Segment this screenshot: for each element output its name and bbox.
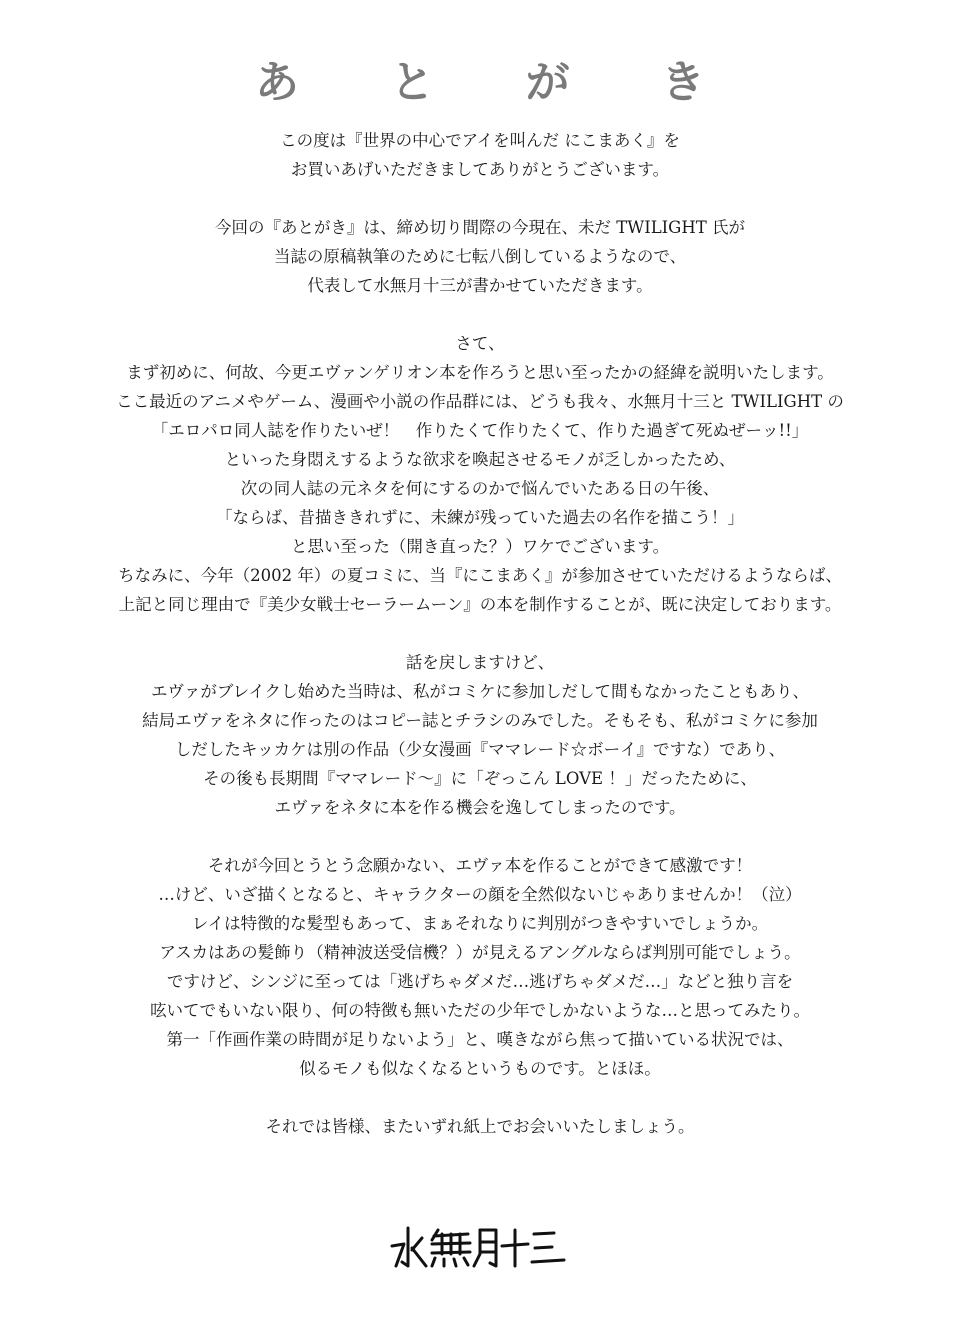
text-line: 上記と同じ理由で『美少女戦士セーラームーン』の本を制作することが、既に決定しております。 (118, 595, 842, 614)
paragraph-greeting (0, 126, 960, 184)
text-line: 「エロパロ同人誌を作りたいぜ！ 作りたくて作りたくて、作りた過ぎて死ぬぜーッ!!」 (151, 421, 809, 440)
afterword-body (0, 126, 960, 1170)
text-line: エヴァがブレイクし始めた当時は、私がコミケに参加しだして間もなかったこともあり、 (150, 682, 810, 701)
text-line: と思い至った（開き直った？）ワケでございます。 (290, 537, 670, 556)
text-line: ちなみに、今年（2002 年）の夏コミに、当『にこまあく』が参加させていただけるようならば、 (118, 566, 842, 585)
text-line: 第一「作画作業の時間が足りないよう」と、嘆きながら焦って描いている状況では、 (166, 1030, 794, 1049)
text-line: まず初めに、何故、今更エヴァンゲリオン本を作ろうと思い至ったかの経緯を説明いたします。 (126, 363, 834, 382)
text-line: 今回の『あとがき』は、締め切り間際の今現在、未だ TWILIGHT 氏が (214, 218, 746, 237)
text-line: 代表して水無月十三が書かせていただきます。 (307, 276, 653, 295)
text-line: エヴァをネタに本を作る機会を逸してしまったのです。 (274, 798, 686, 817)
text-line: 次の同人誌の元ネタを何にするのかで悩んでいたある日の午後、 (240, 479, 720, 498)
text-line: 当誌の原稿執筆のために七転八倒しているようなので、 (273, 247, 687, 266)
text-line: 話を戻しますけど、 (405, 653, 555, 672)
text-line: 「ならば、昔描ききれずに、未練が残っていた過去の名作を描こう！」 (216, 508, 744, 527)
text-line: といった身悶えするような欲求を喚起させるモノが乏しかったため、 (224, 450, 736, 469)
text-line: しだしたキッカケは別の作品（少女漫画『ママレード☆ボーイ』ですな）であり、 (174, 740, 786, 759)
paragraph-reason (0, 329, 960, 619)
text-line: 結局エヴァをネタに作ったのはコピー誌とチラシのみでした。そもそも、私がコミケに参加 (142, 711, 818, 730)
text-line: アスカはあの髪飾り（精神波送受信機？）が見えるアングルならば判別可能でしょう。 (159, 943, 801, 962)
text-line: その後も長期間『ママレード～』に「ぞっこん LOVE ！」だったために、 (203, 769, 757, 788)
page-title: あ と が き (255, 57, 743, 108)
paragraph-characters (0, 851, 960, 1083)
paragraph-history (0, 648, 960, 822)
text-line: ここ最近のアニメやゲーム、漫画や小説の作品群には、どうも我々、水無月十三と TWILIGHT の (116, 392, 844, 411)
text-line: この度は『世界の中心でアイを叫んだ にこまあく』を (280, 131, 680, 150)
text-line: …けど、いざ描くとなると、キャラクターの顔を全然似ないじゃありませんか！（泣） (158, 885, 802, 904)
text-line: それでは皆様、またいずれ紙上でお会いいたしましょう。 (265, 1117, 695, 1136)
paragraph-closing (0, 1112, 960, 1141)
text-line: ですけど、シンジに至っては「逃げちゃダメだ…逃げちゃダメだ…」などと独り言を (166, 972, 794, 991)
handwritten-signature (388, 1222, 568, 1272)
text-line: お買いあげいただきましてありがとうございます。 (290, 160, 670, 179)
text-line: 呟いてでもいない限り、何の特徴も無いただの少年でしかないような…と思ってみたり。 (150, 1001, 810, 1020)
text-line: 似るモノも似なくなるというものです。とほほ。 (299, 1059, 661, 1078)
text-line: それが今回とうとう念願かない、エヴァ本を作ることができて感激です！ (207, 856, 753, 875)
paragraph-intro (0, 213, 960, 300)
text-line: レイは特徴的な髪型もあって、まぁそれなりに判別がつきやすいでしょうか。 (191, 914, 769, 933)
text-line: さて、 (455, 334, 505, 353)
